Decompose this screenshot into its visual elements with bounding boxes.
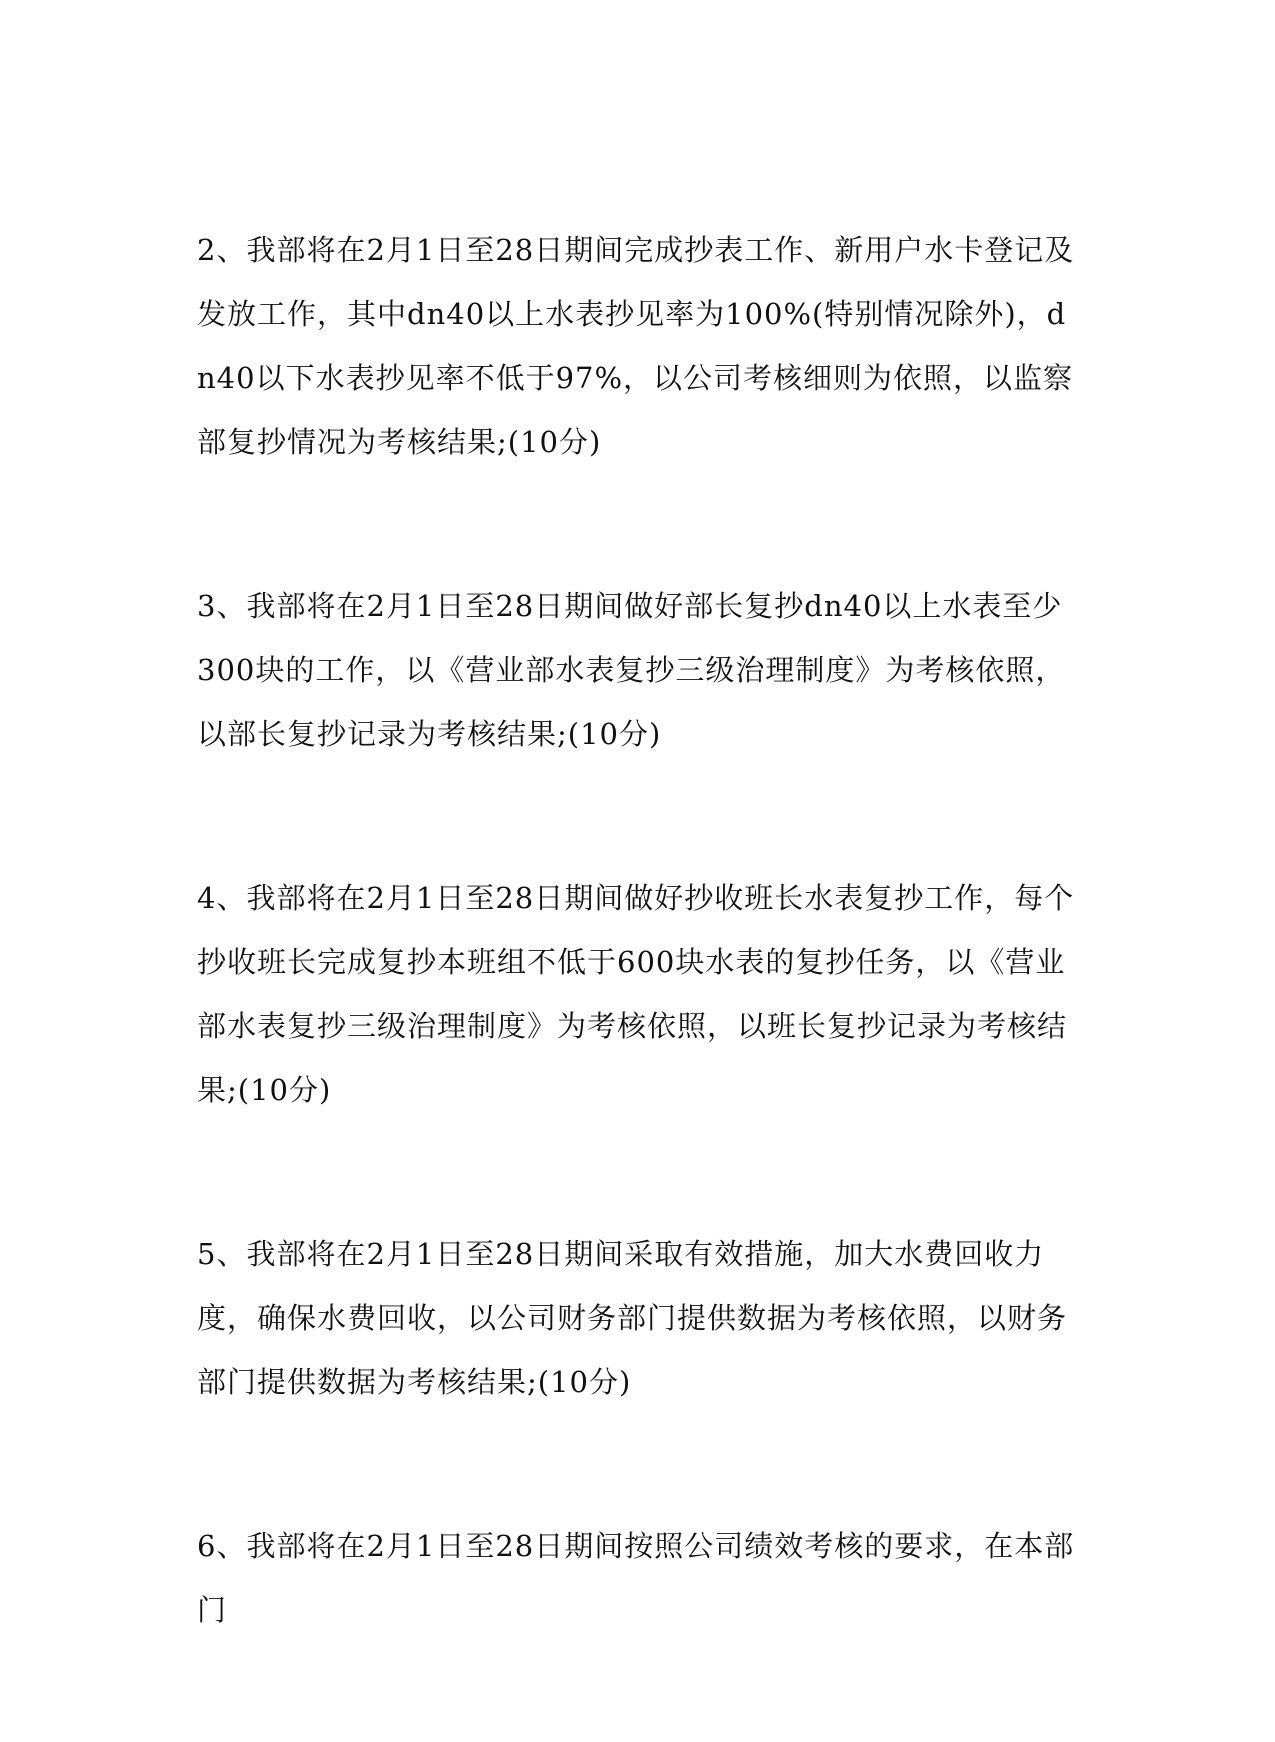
paragraph-item-5: 5、我部将在2月1日至28日期间采取有效措施，加大水费回收力度，确保水费回收，以公司财务部门提供数据为考核依照，以财务部门提供数据为考核结果;(10分) — [197, 1237, 1068, 1399]
paragraph-item-4: 4、我部将在2月1日至28日期间做好抄收班长水表复抄工作，每个抄收班长完成复抄本班组不低于600块水表的复抄任务，以《营业部水表复抄三级治理制度》为考核依照，以班长复抄记录为考核结果;(10分) — [197, 881, 1075, 1107]
document-body — [197, 218, 1077, 1742]
paragraph-item-3: 3、我部将在2月1日至28日期间做好部长复抄dn40以上水表至少300块的工作，以《营业部水表复抄三级治理制度》为考核依照，以部长复抄记录为考核结果;(10分) — [197, 589, 1066, 751]
paragraph-item-2: 2、我部将在2月1日至28日期间完成抄表工作、新用户水卡登记及发放工作，其中dn40以上水表抄见率为100%(特别情况除外)，dn40以下水表抄见率不低于97%，以公司考核细则为依照，以监察部复抄情况为考核结果;(10分) — [197, 233, 1075, 459]
paragraph-item-6: 6、我部将在2月1日至28日期间按照公司绩效考核的要求，在本部门 — [197, 1529, 1075, 1627]
